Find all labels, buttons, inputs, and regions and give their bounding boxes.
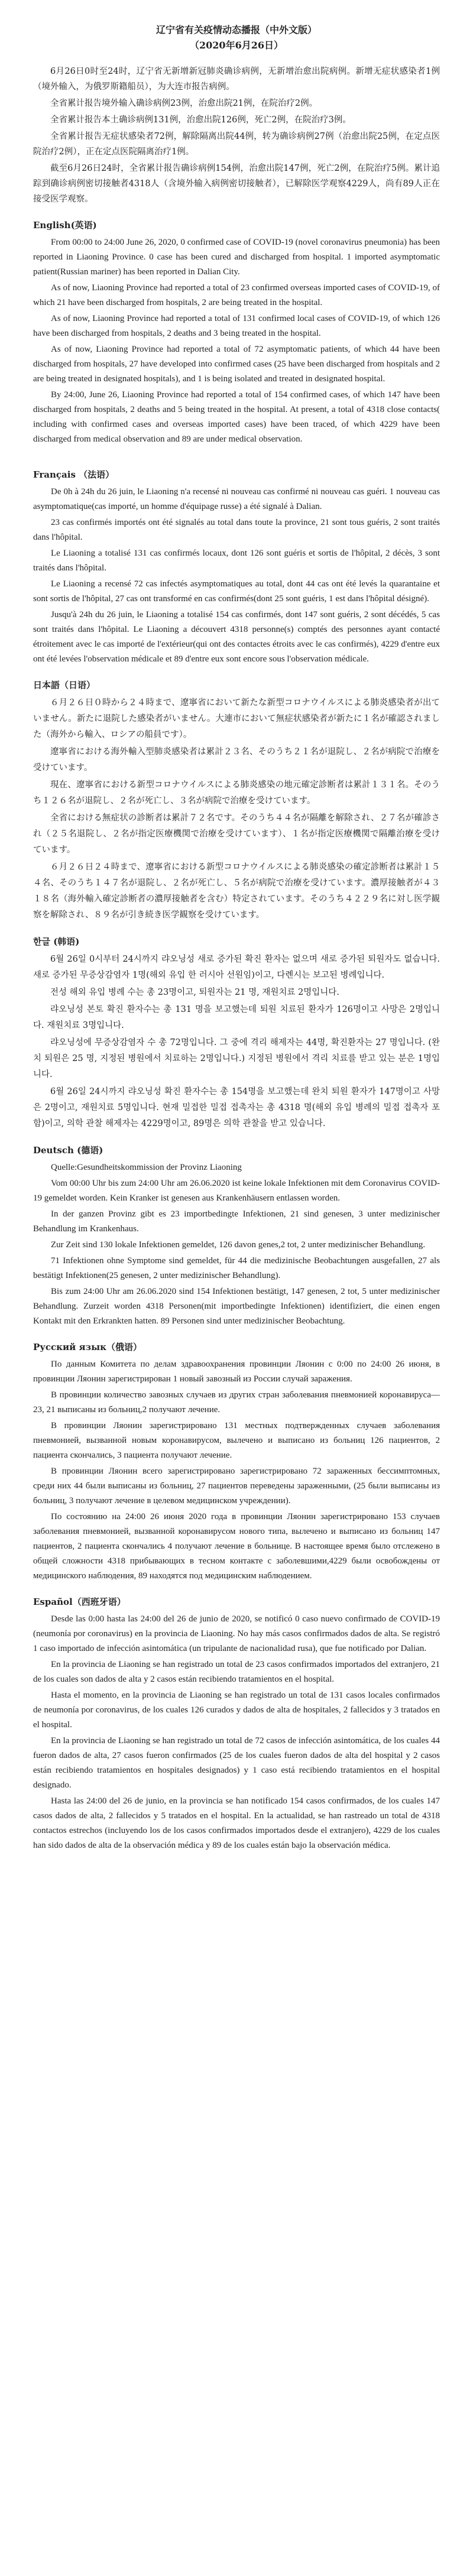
english-paragraph: By 24:00, June 26, Liaoning Province had reported a total of 154 confirmed cases, of which 147 have been discharged from hospitals, 2 deaths and 5 being treated in the hospital. At present, a total of 4318 close contacts( including with confirmed cases and overseas imported cases) have been traced, of which 4229 have been discharged from medical observation and 89 are under medical observation. (33, 390, 440, 444)
chinese-paragraph: 全省累计报告本土确诊病例131例，治愈出院126例，死亡2例，在院治疗3例。 (50, 115, 351, 125)
spanish-paragraph: En la provincia de Liaoning se han registrado un total de 23 casos confirmados importados del extranjero, 21 de los cuales son dados de alta y 2 casos están recibiendo tratamientos en el hospital. (33, 1660, 440, 1684)
spanish-section (33, 1594, 440, 1853)
document-date: （2020年6月26日） (190, 40, 283, 51)
french-paragraph: Le Liaoning a recensé 72 cas infectés asymptomatiques au total, dont 44 cas ont été levés la quarantaine et sont sortis de l'hôpital, 27 cas ont transformé en cas confirmés(dont 25 sont guéris, 1 est dans l'hôpital désigné). (33, 579, 440, 604)
japanese-paragraph: 全省における無症状の診断者は累計７２名です。そのうち４４名が隔離を解除され、２７名が確診され（２５名退院し、２名が指定医療機関で治療を受けています）、１名が指定医療機関で隔離治療を受けています。 (33, 813, 440, 855)
english-paragraph: As of now, Liaoning Province had reported a total of 131 confirmed local cases of COVID-19, of which 126 have been discharged from hospitals, 2 deaths and 3 being treated in the hospital. (33, 314, 440, 338)
japanese-paragraph: ６月２６日０時から２４時まで、遼寧省において新たな新型コロナウイルスによる肺炎感染者が出ていません。新たに退院した感染者がいません。大連市において無症状感染者が新たに１名が確認されました（海外から輸入、ロシアの船員です）。 (33, 698, 440, 739)
korean-heading: 한글 (韩语) (33, 936, 80, 947)
russian-heading: Русский язык（俄语） (33, 1342, 142, 1352)
russian-paragraph: В провинции количество завозных случаев из других стран заболевания пневмонией коронавируса—23, 21 выписаны из больниц,2 получают лечение. (33, 1390, 440, 1414)
chinese-section (33, 64, 440, 207)
korean-paragraph: 랴오닝성 본토 확진 환자수는 총 131 명을 보고했는데 퇴원 치료된 환자가 126명이고 사망은 2명입니다. 재원치료 3명입니다. (33, 1005, 440, 1030)
english-paragraph: As of now, Liaoning Province had reported a total of 23 confirmed overseas imported cases of COVID-19, of which 21 have been discharged from hospitals, 2 are being treated in the hospital. (33, 283, 440, 307)
korean-paragraph: 6월 26일 0시부터 24시까지 랴오닝성 새로 증가된 확진 환자는 없으며 새로 증가된 퇴원자도 없습니다. 새로 증가된 무증상감염자 1명(해외 유입 한 러시아 선원임)이고, 다롄시는 보고된 병례입니다. (33, 955, 440, 980)
korean-paragraph: 랴오닝성에 무증상감염자 수 총 72명입니다. 그 중에 격리 해제자는 44명, 확진환자는 27 명입니다. (완치 퇴원은 25 명, 지정된 병원에서 치료하는 2명입니다.) 지정된 병원에서 격리 치료를 받고 있는 분은 1명입니다. (33, 1038, 440, 1079)
russian-section (33, 1339, 440, 1584)
german-paragraph: Vom 00:00 Uhr bis zum 24:00 Uhr am 26.06.2020 ist keine lokale Infektionen mit dem Coronavirus COVID-19 gemeldet worden. Kein Kranker ist genesen aus Krankenhäusern entlassen worden. (33, 1179, 440, 1203)
french-paragraph: Le Liaoning a totalisé 131 cas confirmés locaux, dont 126 sont guéris et sortis de l'hôpital, 2 décès, 3 sont traités dans l'hôpital. (33, 549, 440, 573)
spanish-paragraph: Desde las 0:00 hasta las 24:00 del 26 de junio de 2020, se notificó 0 caso nuevo confirmado de COVID-19 (neumonía por coronavirus) en la provincia de Liaoning. No hay más casos confirmados dados de alta. Se registró 1 caso importado de infección asintomática (un tripulante de nacionalidad rusa), que fue notificado por Dalian. (33, 1614, 440, 1653)
russian-paragraph: В провинции Ляонин всего зарегистрировано зарегистрировано 72 зараженных бессимптомных, среди них 44 были выписаны из больниц, 27 пациентов переведены зараженными, (25 были выписаны из больниц, 3 получают лечение в целевом медицинском учреждении). (33, 1467, 440, 1506)
french-heading: Français （法语） (33, 469, 115, 480)
english-heading: English(英语) (33, 220, 97, 231)
japanese-paragraph: ６月２６日２４時まで、遼寧省における新型コロナウイルスによる肺炎感染の確定診断者は累計１５４名、そのうち１４７名が退院し、２名が死亡し、５名が病院で治療を受けています。濃厚接触者が４３１８名（海外輸入確定診断者の濃厚接触者を含む）特定されています。そのうち４２２９名に対し医学観察を解除され、８９名が引き続き医学観察を受けています。 (33, 862, 440, 920)
french-paragraph: Jusqu'à 24h du 26 juin, le Liaoning a totalisé 154 cas confirmés, dont 147 sont guéris, 2 sont décédés, 5 cas sont traités dans l'hôpital. Le Liaoning a découvert 4318 personne(s) comptés des personnes ayant contacté étroitement avec le cas importé de l'extérieur(qui ont des contactes étroits avec le cas confirmés), 4229 d'entre eux ont été levées l'observation médicale et 89 d'entre eux sont encore sous l'observation médicale. (33, 610, 440, 664)
chinese-paragraph: 全省累计报告境外输入确诊病例23例，治愈出院21例，在院治疗2例。 (50, 99, 318, 108)
japanese-paragraph: 遼寧省における海外輸入型肺炎感染者は累計２３名、そのうち２１名が退院し、２名が病院で治療を受けています。 (33, 747, 440, 773)
chinese-paragraph: 6月26日0时至24时，辽宁省无新增新冠肺炎确诊病例，无新增治愈出院病例。新增无症状感染者1例（境外输入，为俄罗斯籍船员），为大连市报告病例。 (33, 67, 440, 92)
korean-paragraph: 전성 해외 유입 병례 수는 총 23명이고, 퇴원자는 21 명, 재원치료 2명입니다. (50, 988, 339, 997)
korean-section (33, 934, 440, 1132)
spanish-paragraph: En la provincia de Liaoning se han registrado un total de 72 casos de infección asintomática, de los cuales 44 fueron dados de alta, 27 casos fueron confirmados (25 de los cuales fueron dados de alta del hospital y 2 casos están recibiendo tratamientos en hospitales designados) y 1 caso está recibiendo tratamientos en el hospital designado. (33, 1736, 440, 1790)
chinese-paragraph: 全省累计报告无症状感染者72例，解除隔离出院44例，转为确诊病例27例（治愈出院25例，在定点医院治疗2例），正在定点医院隔离治疗1例。 (33, 132, 440, 157)
german-heading: Deutsch (德语) (33, 1145, 103, 1156)
french-paragraph: De 0h à 24h du 26 juin, le Liaoning n'a recensé ni nouveau cas confirmé ni nouveau cas guéri. 1 nouveau cas asymptomatique(cas importé, un homme d'équipage russe) a été signalé à Dalian. (33, 487, 440, 511)
german-paragraph: Zur Zeit sind 130 lokale Infektionen gemeldet, 126 davon genes,2 tot, 2 unter medizinischer Behandlung. (51, 1240, 426, 1250)
german-paragraph: 71 Infektionen ohne Symptome sind gemeldet, für 44 die medizinische Beobachtungen ausgefallen, 27 als bestätigt Infektionen(25 genesen, 2 unter medizinischer Behandlung). (33, 1256, 440, 1280)
french-paragraph: 23 cas confirmés importés ont été signalés au total dans toute la province, 21 sont tous guéris, 2 sont traités dans l'hôpital. (33, 518, 440, 542)
english-paragraph: As of now, Liaoning Province had reported a total of 72 asymptomatic patients, of which 44 have been discharged from hospitals, 27 have developed into confirmed cases (25 have been discharged from hospitals and 2 are being treated in designated hospitals), and 1 is being isolated and treated in designated hospital. (33, 345, 440, 384)
spanish-heading: Español（西班牙语） (33, 1597, 126, 1607)
french-section (33, 467, 440, 667)
english-section (33, 218, 440, 447)
japanese-paragraph: 現在、遼寧省における新型コロナウイルスによる肺炎感染の地元確定診断者は累計１３１名。そのうち１２６名が退院し、２名が死亡し、３名が病院で治療を受けています。 (33, 780, 440, 806)
russian-paragraph: В провинции Ляонин зарегистрировано 131 местных подтвержденных случаев заболевания пневмонией, вызванной новым коронавирусом, вылечено и выписано из больниц 126 пациентов, 2 пациента скончались, 3 пациента получают лечение. (33, 1421, 440, 1460)
korean-paragraph: 6월 26일 24시까지 랴오닝성 확진 환자수는 총 154명을 보고했는데 완치 퇴원 환자가 147명이고 사망은 2명이고, 재원치료 5명입니다. 현재 밀접한 밀접 접촉자는 총 4318 명(해외 유입 병례의 밀접 접촉자 포함)이고, 의학 관찰 해제자는 4229명이고, 89명은 의학 관찰을 받고 있습니다. (33, 1087, 440, 1128)
german-section (33, 1143, 440, 1329)
german-paragraph: Bis zum 24:00 Uhr am 26.06.2020 sind 154 Infektionen bestätigt, 147 genesen, 2 tot, 5 unter medizinischer Behandlung. Zurzeit worden 4318 Personen(mit importbedingte Infektionen) identifiziert, die einen engen Kontakt mit den Erkrankten hatten. 89 Personen sind unter medizinischer Beobachtung. (33, 1287, 440, 1326)
chinese-paragraph: 截至6月26日24时，全省累计报告确诊病例154例，治愈出院147例，死亡2例，在院治疗5例。累计追踪到确诊病例密切接触者4318人（含境外输入病例密切接触者），已解除医学观察4229人，尚有89人正在接受医学观察。 (33, 164, 440, 204)
spanish-paragraph: Hasta el momento, en la provincia de Liaoning se han registrado un total de 131 casos locales confirmados de neumonía por coronavirus, de los cuales 126 curados y dados de alta de hospitales, 2 fallecidos y 3 tratados en el hospital. (33, 1691, 440, 1730)
russian-paragraph: По состоянию на 24:00 26 июня 2020 года в провинции Ляонин зарегистрировано 153 случаев заболевания пневмонией, вызванной коронавирусом нового типа, вылечено и выписано из больниц 147 пациентов, 2 пациента скончались 4 получают лечение в больнице. В настоящее время было отслежено в общей сложности 4318 прибывающих в тесном контакте с заболевшими,4229 были освобождены от медицинского наблюдения, 89 находятся под медицинским наблюдением. (33, 1512, 440, 1581)
russian-paragraph: По данным Комитета по делам здравоохранения провинции Ляонин с 0:00 по 24:00 26 июня, в провинции Ляонин зарегистрирован 1 новый завозный из России случай заражения. (33, 1360, 440, 1384)
document-title: 辽宁省有关疫情动态播报（中外文版） (155, 24, 317, 35)
spanish-paragraph: Hasta las 24:00 del 26 de junio, en la provincia se han notificado 154 casos confirmados, de los cuales 147 casos dados de alta, 2 fallecidos y 5 tratados en el hospital. En la actualidad, se han rastreado un total de 4318 contactos estrechos (incluyendo los de los casos confirmados importados desde el extranjero), 4229 de los cuales han sido dados de alta de la observación médica y 89 de los cuales están bajo la observación médica. (33, 1796, 440, 1850)
japanese-heading: 日本語（日语） (33, 680, 96, 690)
german-paragraph: In der ganzen Provinz gibt es 23 importbedingte Infektionen, 21 sind genesen, 3 unter medizinischer Behandlung im Krankenhaus. (33, 1209, 440, 1234)
german-paragraph: Quelle:Gesundheitskommission der Provinz Liaoning (51, 1163, 242, 1172)
english-paragraph: From 00:00 to 24:00 June 26, 2020, 0 confirmed case of COVID-19 (novel coronavirus pneumonia) has been reported in Liaoning Province. 0 case has been cured and discharged from hospital. 1 imported asymptomatic patient(Russian mariner) has been reported in Dalian City. (33, 238, 440, 277)
japanese-section (33, 677, 440, 923)
